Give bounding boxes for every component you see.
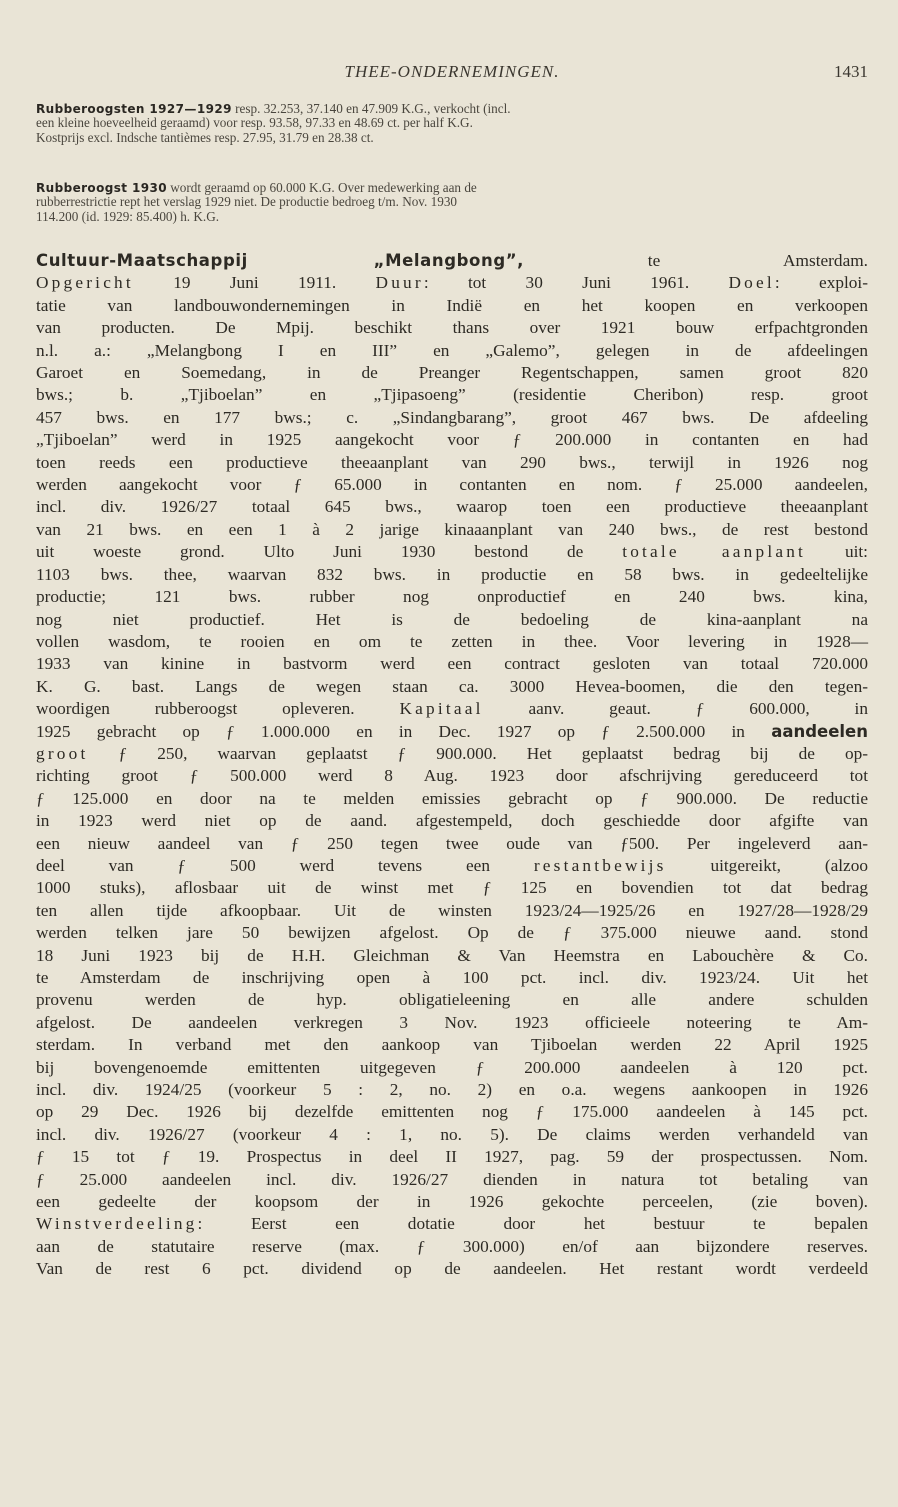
kapitaal-label: Kapitaal — [399, 699, 484, 719]
harvest-paragraph-1: Rubberoogsten 1927—1929 resp. 32.253, 37.140 en 47.909 K.G., verkocht (incl. een kleine hoeveelheid geraamd) voor resp. 93.58, 97.33 en 48.69 ct. per half K.G. Kostprijs excl. Indsche tantièmes resp. 27.95, 31.79 en 28.38 ct. — [36, 101, 511, 145]
restantbewijs-label: restantbewijs — [533, 855, 667, 875]
company-location: te Amsterdam. — [524, 251, 869, 270]
harvest-paragraph-2: Rubberoogst 1930 wordt geraamd op 60.000 K.G. Over medewerking aan de rubberrestrictie rept het verslag 1929 niet. De productie bedroeg t/m. Nov. 1930 114.200 (id. 1929: 85.400) h. K.G. — [36, 180, 477, 224]
company-name: Cultuur-Maatschappij „Melangbong”, — [36, 251, 525, 270]
doel-label: Doel — [728, 273, 775, 293]
running-title: THEE-ONDERNEMINGEN. — [344, 62, 560, 81]
page-header — [36, 62, 868, 86]
duur-label: Duur — [375, 273, 424, 293]
harvest-lead-1927-1929: Rubberoogsten 1927—1929 — [36, 102, 232, 116]
company-heading-line — [36, 250, 868, 272]
groot-label: groot — [36, 743, 89, 763]
page-number: 1431 — [834, 62, 868, 81]
company-article: Cultuur-Maatschappij „Melangbong”, te Amsterdam. Opgericht 19 Juni 1911. Duur: tot 30 Juni 1961. Doel: exploi- tatie van landbouwondernemingen in Indië en het koopen en verkoopen van producten. De Mpij. beschikt thans over 1921 bouw erfpachtgronden n.l. a.: „Melangbong I en III” en „Galemo”, gelegen in de afdeelingen Garoet en Soemedang, in de Preanger Regentschappen, samen groot 820 bws.; b. „Tjiboelan” en „Tjipasoeng” (residentie Cheribon) resp. groot 457 bws. en 177 bws.; c. „Sindangbarang”, groot 467 bws. De afdeeling „Tjiboelan” werd in 1925 aangekocht voor ƒ 200.000 in contanten en had toen reeds een productieve theeaanplant van 290 bws., terwijl in 1926 nog werden aangekocht voor ƒ 65.000 in contanten en nom. ƒ 25.000 aandeelen, incl. div. 1926/27 totaal 645 bws., waarop toen een productieve theeaanplant van 21 bws. en een 1 à 2 jarige kinaaanplant van 240 bws., de rest bestond uit woeste grond. Ulto Juni 1930 bestond de totale aanplant uit: 1103 bws. thee, waarvan 832 bws. in productie en 58 bws. in gedeeltelijke productie; 121 bws. rubber nog onproductief en 240 bws. kina, nog niet productief. Het is de bedoeling de kina-aanplant na vollen wasdom, te rooien en om te zetten in thee. Voor levering in 1928— 1933 van kinine in bastvorm werd een contract gesloten van totaal 720.000 K. G. bast. Langs de wegen staan ca. 3000 Hevea-boomen, die den tegen- woordigen rubberoogst opleveren. Kapitaal aanv. geaut. ƒ 600.000, in 1925 gebracht op ƒ 1.000.000 en in Dec. 1927 op ƒ 2.500.000 in aandeelen groot ƒ 250, waarvan geplaatst ƒ 900.000. Het geplaatst bedrag bij de op- richting groot ƒ 500.000 werd 8 Aug. 1923 door afschrijving gereduceerd tot ƒ 125.000 en door na te melden emissies gebracht op ƒ 900.000. De reductie in 1923 werd niet op de aand. afgestempeld, doch geschiedde door afgifte van een nieuw aandeel van ƒ 250 tegen twee oude van ƒ500. Per ingeleverd aan- deel van ƒ 500 werd tevens een restantbewijs uitgereikt, (alzoo 1000 stuks), aflosbaar uit de winst met ƒ 125 en bovendien tot dat bedrag ten allen tijde afkoopbaar. Uit de winsten 1923/24—1925/26 en 1927/28—1928/29 werden telken jare 50 bewijzen afgelost. Op de ƒ 375.000 nieuwe aand. stond 18 Juni 1923 bij de H.H. Gleichman & Van Heemstra en Labouchère & Co. te Amsterdam de inschrijving open à 100 pct. incl. div. 1923/24. Uit het provenu werden de hyp. obligatieleening en alle andere schulden afgelost. De aandeelen verkregen 3 Nov. 1923 officieele noteering te Am- sterdam. In verband met den aankoop van Tjiboelan werden 22 April 1925 bij bovengenoemde emittenten uitgegeven ƒ 200.000 aandeelen à 120 pct. incl. div. 1924/25 (voorkeur 5 : 2, no. 2) en o.a. wegens aankoopen in 1926 op 29 Dec. 1926 bij dezelfde emittenten nog ƒ 175.000 aandeelen à 145 pct. incl. div. 1926/27 (voorkeur 4 : 1, no. 5). De claims werden verhandeld van ƒ 15 tot ƒ 19. Prospectus in deel II 1927, pag. 59 der prospectussen. Nom. ƒ 25.000 aandeelen incl. div. 1926/27 dienden in natura tot betaling van een gedeelte der koopsom der in 1926 gekochte perceelen, (zie boven). Winstverdeeling: Eerst een dotatie door het bestuur te bepalen aan de statutaire reserve (max. ƒ 300.000) en/of aan bijzondere reserves. Van de rest 6 pct. dividend op de aandeelen. Het restant wordt verdeeld — [36, 251, 869, 1279]
harvest-lead-1930: Rubberoogst 1930 — [36, 181, 167, 195]
totale-aanplant-label: totale aanplant — [622, 542, 807, 562]
opgericht-label: Opgericht — [36, 273, 134, 293]
aandeelen-label: aandeelen — [771, 721, 868, 741]
winstverdeeling-label: Winstverdeeling — [36, 1214, 198, 1234]
